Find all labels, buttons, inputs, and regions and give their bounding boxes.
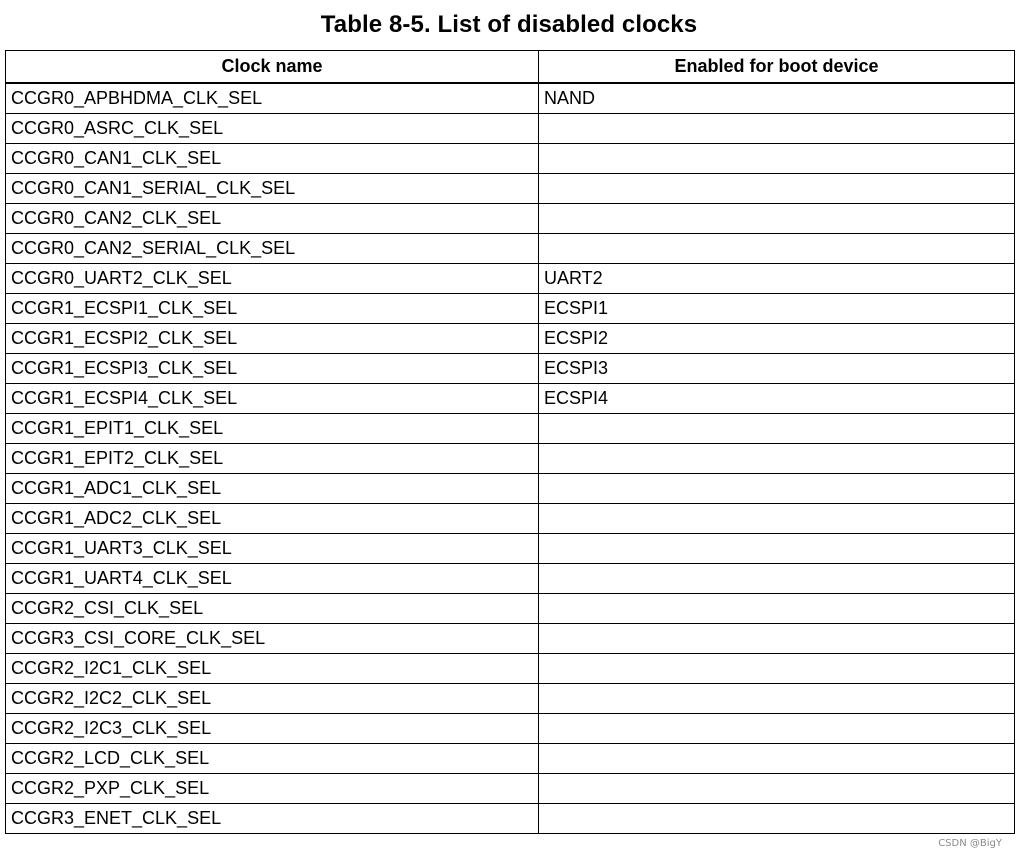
table-header-row <box>6 51 1015 83</box>
boot-device-cell: ECSPI3 <box>539 353 1015 383</box>
clock-name-cell: CCGR1_ADC2_CLK_SEL <box>6 503 539 533</box>
clock-name-cell: CCGR0_APBHDMA_CLK_SEL <box>6 83 539 114</box>
clock-name-cell: CCGR2_PXP_CLK_SEL <box>6 773 539 803</box>
table-row <box>6 293 1015 323</box>
boot-device-cell <box>539 413 1015 443</box>
boot-device-cell <box>539 443 1015 473</box>
column-header-enabled-for-boot-device: Enabled for boot device <box>539 51 1015 83</box>
boot-device-cell: ECSPI1 <box>539 293 1015 323</box>
clock-name-cell: CCGR0_CAN1_SERIAL_CLK_SEL <box>6 173 539 203</box>
clock-name-cell: CCGR0_UART2_CLK_SEL <box>6 263 539 293</box>
disabled-clocks-table <box>5 50 1015 834</box>
clock-name-cell: CCGR1_UART3_CLK_SEL <box>6 533 539 563</box>
table-row <box>6 563 1015 593</box>
clock-name-cell: CCGR0_CAN2_CLK_SEL <box>6 203 539 233</box>
boot-device-cell <box>539 503 1015 533</box>
boot-device-cell <box>539 743 1015 773</box>
clock-name-cell: CCGR1_EPIT2_CLK_SEL <box>6 443 539 473</box>
table-body <box>6 83 1015 834</box>
clock-name-cell: CCGR1_EPIT1_CLK_SEL <box>6 413 539 443</box>
boot-device-cell <box>539 593 1015 623</box>
table-row <box>6 83 1015 114</box>
disabled-clocks-table-container <box>5 50 1014 834</box>
clock-name-cell: CCGR1_ECSPI3_CLK_SEL <box>6 353 539 383</box>
table-row <box>6 653 1015 683</box>
clock-name-cell: CCGR1_ECSPI2_CLK_SEL <box>6 323 539 353</box>
boot-device-cell: UART2 <box>539 263 1015 293</box>
table-row <box>6 473 1015 503</box>
clock-name-cell: CCGR2_I2C3_CLK_SEL <box>6 713 539 743</box>
table-row <box>6 203 1015 233</box>
table-row <box>6 143 1015 173</box>
boot-device-cell <box>539 533 1015 563</box>
boot-device-cell: ECSPI4 <box>539 383 1015 413</box>
boot-device-cell: ECSPI2 <box>539 323 1015 353</box>
boot-device-cell <box>539 653 1015 683</box>
clock-name-cell: CCGR1_ADC1_CLK_SEL <box>6 473 539 503</box>
clock-name-cell: CCGR2_LCD_CLK_SEL <box>6 743 539 773</box>
table-row <box>6 593 1015 623</box>
clock-name-cell: CCGR1_ECSPI4_CLK_SEL <box>6 383 539 413</box>
table-row <box>6 533 1015 563</box>
clock-name-cell: CCGR2_I2C2_CLK_SEL <box>6 683 539 713</box>
boot-device-cell <box>539 473 1015 503</box>
clock-name-cell: CCGR3_CSI_CORE_CLK_SEL <box>6 623 539 653</box>
clock-name-cell: CCGR0_CAN2_SERIAL_CLK_SEL <box>6 233 539 263</box>
table-row <box>6 773 1015 803</box>
boot-device-cell <box>539 563 1015 593</box>
table-row <box>6 743 1015 773</box>
boot-device-cell <box>539 803 1015 833</box>
boot-device-cell <box>539 713 1015 743</box>
boot-device-cell <box>539 173 1015 203</box>
table-row <box>6 623 1015 653</box>
table-row <box>6 323 1015 353</box>
clock-name-cell: CCGR1_ECSPI1_CLK_SEL <box>6 293 539 323</box>
boot-device-cell <box>539 623 1015 653</box>
table-row <box>6 443 1015 473</box>
clock-name-cell: CCGR3_ENET_CLK_SEL <box>6 803 539 833</box>
clock-name-cell: CCGR1_UART4_CLK_SEL <box>6 563 539 593</box>
clock-name-cell: CCGR2_CSI_CLK_SEL <box>6 593 539 623</box>
table-row <box>6 263 1015 293</box>
boot-device-cell <box>539 143 1015 173</box>
table-row <box>6 383 1015 413</box>
table-row <box>6 413 1015 443</box>
boot-device-cell <box>539 683 1015 713</box>
clock-name-cell: CCGR2_I2C1_CLK_SEL <box>6 653 539 683</box>
table-row <box>6 353 1015 383</box>
clock-name-cell: CCGR0_CAN1_CLK_SEL <box>6 143 539 173</box>
boot-device-cell <box>539 203 1015 233</box>
column-header-clock-name: Clock name <box>6 51 539 83</box>
table-row <box>6 173 1015 203</box>
table-row <box>6 113 1015 143</box>
boot-device-cell <box>539 113 1015 143</box>
table-title: Table 8-5. List of disabled clocks <box>320 11 698 38</box>
table-row <box>6 803 1015 833</box>
watermark: CSDN @BigY <box>938 838 1002 849</box>
boot-device-cell: NAND <box>539 83 1015 114</box>
table-row <box>6 233 1015 263</box>
table-row <box>6 713 1015 743</box>
clock-name-cell: CCGR0_ASRC_CLK_SEL <box>6 113 539 143</box>
boot-device-cell <box>539 233 1015 263</box>
table-row <box>6 683 1015 713</box>
table-row <box>6 503 1015 533</box>
boot-device-cell <box>539 773 1015 803</box>
